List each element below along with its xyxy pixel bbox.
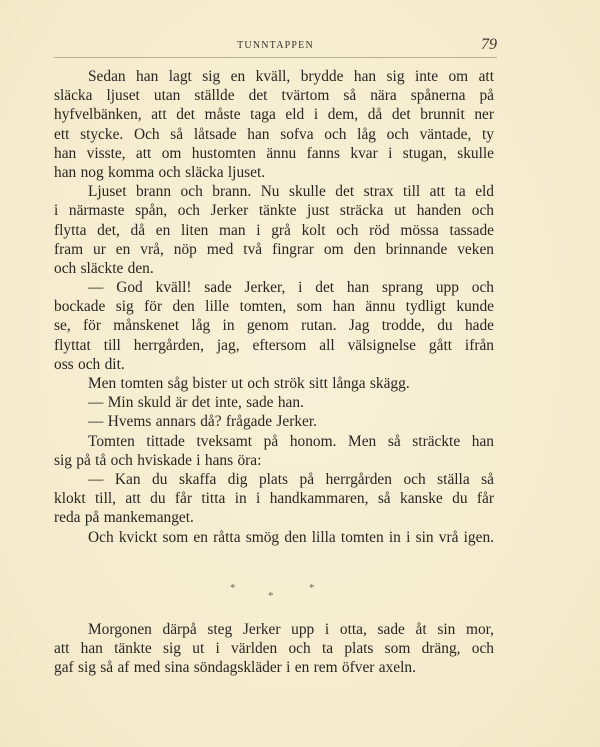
running-title: TUNNTAPPEN <box>237 40 314 51</box>
running-head <box>54 36 497 58</box>
asterism-star: * <box>309 582 315 594</box>
text-line: och släckte den. <box>54 259 154 277</box>
text-line: se, för månskenet låg in genom rutan. Jag trodde, du hade <box>54 317 494 335</box>
text-line: han nog komma och släcka ljuset. <box>54 163 266 181</box>
text-line: att han tänkte sig ut i världen och ta plats som dräng, och <box>54 640 494 658</box>
text-line: Ljuset brann och brann. Nu skulle det strax till att ta eld <box>88 183 494 201</box>
text-line: — Min skuld är det inte, sade han. <box>88 394 304 412</box>
text-line: bockade sig för den lille tomten, som han ännu tydligt kunde <box>54 298 494 316</box>
text-line: Men tomten såg bister ut och strök sitt långa skägg. <box>88 375 410 392</box>
text-line: Sedan han lagt sig en kväll, brydde han sig inte om att <box>88 68 494 85</box>
asterism-star: * <box>268 590 274 602</box>
text-line: i närmaste spån, och Jerker tänkte just sträcka ut handen och <box>54 202 494 220</box>
text-line: Tomten tittade tveksamt på honom. Men så sträckte han <box>88 432 494 450</box>
text-line: oss och dit. <box>54 355 125 373</box>
asterism-star: * <box>230 582 236 594</box>
text-line: klokt till, att du får titta in i handkammaren, så kanske du får <box>54 490 494 508</box>
text-line: ett stycke. Och så låtsade han sofva och låg och väntade, ty <box>54 125 494 143</box>
text-line: flytta det, då en liten man i grå kolt och röd mössa tassade <box>54 221 494 239</box>
text-line: Och kvickt som en råtta smög den lilla tomten in i sin vrå igen. <box>88 528 494 546</box>
text-line: fram ur en vrå, nöp med två fingrar om den brinnande veken <box>54 240 494 258</box>
body-text-continued <box>54 620 494 678</box>
text-line: — God kväll! sade Jerker, i det han sprang upp och <box>88 279 494 297</box>
text-line: gaf sig så af med sina söndagskläder i en rem öfver axeln. <box>54 659 416 677</box>
text-line: — Hvems annars då? frågade Jerker. <box>88 413 317 431</box>
header-rule <box>54 57 497 58</box>
text-line: sig på tå och hviskade i hans öra: <box>54 451 262 469</box>
text-line: hyfvelbänken, att det måste taga eld i dem, då det brunnit ner <box>54 106 494 124</box>
text-line: reda på mankemanget. <box>54 509 194 527</box>
text-line: Morgonen därpå steg Jerker upp i otta, sade åt sin mor, <box>88 621 494 638</box>
text-line: — Kan du skaffa dig plats på herrgården och ställa så <box>88 470 494 488</box>
text-line: han visste, att om hustomten ännu fanns kvar i stugan, skulle <box>54 144 494 162</box>
section-break <box>0 582 600 602</box>
page-number: 79 <box>481 36 497 53</box>
text-line: släcka ljuset utan ställde det tvärtom så nära spånerna på <box>54 87 494 105</box>
body-text <box>54 67 494 547</box>
text-line: flyttat till herrgården, jag, eftersom all välsignelse gått ifrån <box>54 336 494 354</box>
